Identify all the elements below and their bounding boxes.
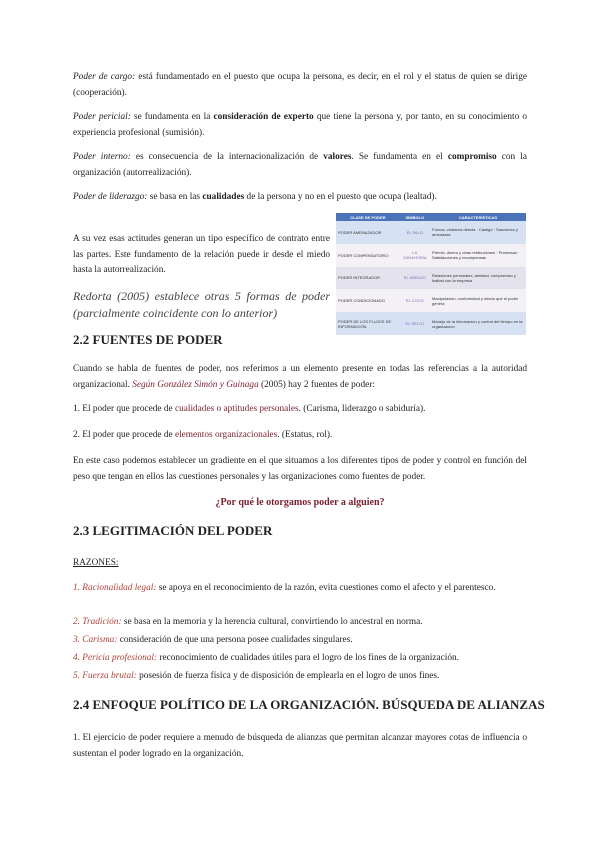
- table-cell-clase: PODER CONDICIONADO: [336, 289, 400, 312]
- table-cell-caracteristicas: Premio, dinero y otras retribuciones · Promesas · Satisfacciones y recompensas: [430, 244, 526, 267]
- citation-link: Según González Simón y Guinaga: [132, 379, 259, 390]
- heading-enfoque-politico: 2.4 ENFOQUE POLÍTICO DE LA ORGANIZACIÓN. BÚSQUEDA DE ALIANZAS: [73, 697, 545, 712]
- term-poder-liderazgo: Poder de liderazgo:: [73, 192, 148, 202]
- paragraph-text: 2. El poder que procede de: [73, 430, 175, 440]
- reason-item-1: [73, 581, 527, 597]
- bold-text: consideración de experto: [213, 112, 314, 122]
- table-row: [336, 267, 526, 290]
- table-row: [336, 221, 526, 244]
- bold-text: cualidades: [202, 192, 245, 202]
- paragraph-poder-interno: [73, 150, 527, 181]
- paragraph-text: (2005) hay 2 fuentes de poder:: [258, 379, 375, 390]
- paragraph-text: . (Estatus, rol).: [277, 430, 333, 440]
- table-header-row: [336, 213, 526, 221]
- reason-text: posesión de fuerza física y de disposición de emplearla en el logro de unos fines.: [136, 671, 440, 681]
- reason-tag: 1. Racionalidad legal:: [73, 583, 157, 593]
- power-types-table: [336, 213, 526, 335]
- reason-item-2: [73, 615, 527, 631]
- table-cell-clase: PODER COMPENSATORIO: [336, 244, 400, 267]
- paragraph-poder-de-cargo: [73, 70, 527, 101]
- paragraph-text: que tiene la persona y, por tanto, en su conocimiento o experiencia profesional (sumisión).: [73, 112, 527, 138]
- paragraph-alianzas: 1. El ejercicio de poder requiere a menudo de búsqueda de alianzas que permitan alcanzar mayores cotas de influencia o sustentan el poder logrado en la organización.: [73, 733, 527, 759]
- table-header: CARACTERÍSTICAS: [430, 213, 526, 221]
- highlight-text: cualidades o aptitudes personales: [174, 404, 299, 414]
- table-cell-simbolo: LA ZANAHORIA: [400, 244, 430, 267]
- reason-text: se apoya en el reconocimiento de la razón, evita cuestiones como el afecto y el parentesco.: [156, 583, 496, 593]
- term-poder-de-cargo: Poder de cargo:: [73, 72, 136, 82]
- paragraph-fuentes-intro: [73, 362, 527, 393]
- reason-text: reconocimiento de cualidades útiles para el logro de los fines de la organización.: [157, 653, 459, 663]
- table-cell-simbolo: EL ABRAZO: [400, 267, 430, 290]
- paragraph-text: . (Carisma, liderazgo o sabiduría).: [298, 404, 426, 414]
- paragraph-text: . Se fundamenta en el: [351, 152, 448, 162]
- question-heading: ¿Por qué le otorgamos poder a alguien?: [215, 497, 385, 508]
- heading-fuentes-de-poder: 2.2 FUENTES DE PODER: [73, 332, 223, 347]
- reason-tag: 3. Carisma:: [73, 635, 118, 645]
- table-cell-clase: PODER INTEGRADOR: [336, 267, 400, 290]
- bold-text: valores: [323, 152, 352, 162]
- reason-text: se basa en la memoria y la herencia cultural, convirtiendo lo ancestral en norma.: [121, 617, 423, 627]
- term-poder-pericial: Poder pericial:: [73, 112, 131, 122]
- reason-item-4: [73, 651, 527, 667]
- table-cell-caracteristicas: Manipulación, conformidad y miedo que el poder genera: [430, 289, 526, 312]
- table-cell-caracteristicas: Relaciones personales, amistad, compromiso y lealtad con la empresa: [430, 267, 526, 290]
- paragraph-text: Cuando se habla de fuentes de poder, nos referimos a un elemento presente en todas las referencias a la autoridad organizacional.: [73, 364, 527, 390]
- table-row: [336, 312, 526, 335]
- paragraph-contrato: A su vez esas actitudes generan un tipo específico de contrato entre las partes. Este fundamento de la relación puede ir desde el miedo hasta la autorrealización.: [73, 234, 330, 275]
- razones-label: RAZONES:: [73, 558, 119, 568]
- table-cell-clase: PODER DE LOS FLUJOS DE INFORMACIÓN: [336, 312, 400, 335]
- term-poder-interno: Poder interno:: [73, 152, 131, 162]
- reason-tag: 2. Tradición:: [73, 617, 122, 627]
- reason-text: consideración de que una persona posee cualidades singulares.: [117, 635, 353, 645]
- table-cell-simbolo: EL COCO: [400, 289, 430, 312]
- paragraph-gradiente: En este caso podemos establecer un gradiente en el que situamos a los diferentes tipos de poder y control en función del peso que tengan en ellos las cuestiones personales y las organizaciones como fuentes de poder.: [73, 456, 527, 482]
- bold-text: compromiso: [447, 152, 497, 162]
- table-row: [336, 289, 526, 312]
- paragraph-text: con la organización (autorrealización).: [73, 152, 527, 178]
- heading-legitimacion: 2.3 LEGITIMACIÓN DEL PODER: [73, 523, 273, 538]
- table-header: SÍMBOLO: [400, 213, 430, 221]
- reason-tag: 4. Pericia profesional:: [73, 653, 158, 663]
- reason-item-5: [73, 669, 527, 685]
- paragraph-text: de la persona y no en el puesto que ocupa (lealtad).: [244, 192, 437, 202]
- highlight-text: elementos organizacionales: [174, 430, 278, 440]
- redorta-quote: Redorta (2005) establece otras 5 formas de poder (parcialmente coincidente con lo anterior): [73, 289, 330, 320]
- table-cell-simbolo: EL RELOJ: [400, 312, 430, 335]
- paragraph-poder-liderazgo: [73, 190, 527, 206]
- table-row: [336, 244, 526, 267]
- paragraph-text: 1. El poder que procede de: [73, 404, 175, 414]
- paragraph-poder-pericial: [73, 110, 527, 141]
- reason-item-3: [73, 633, 527, 649]
- table-header: CLASE DE PODER: [336, 213, 400, 221]
- reason-tag: 5. Fuerza brutal:: [73, 671, 137, 681]
- paragraph-text: se basa en las: [147, 192, 203, 202]
- paragraph-text: está fundamentado en el puesto que ocupa la persona, es decir, en el rol y el status de quien se dirige (cooperación).: [73, 72, 527, 98]
- paragraph-text: es consecuencia de la internacionalización de: [130, 152, 324, 162]
- list-item-fuente-1: [73, 402, 527, 418]
- list-item-fuente-2: [73, 428, 527, 444]
- table-cell-clase: PODER AMENAZADOR: [336, 221, 400, 244]
- table-cell-caracteristicas: Manejo de la información y control del tiempo en la organización: [430, 312, 526, 335]
- table-cell-simbolo: EL PALO: [400, 221, 430, 244]
- table-cell-caracteristicas: Fuerza, violencia directa · Castigo · Sanciones y amenazas: [430, 221, 526, 244]
- paragraph-text: se fundamenta en la: [130, 112, 214, 122]
